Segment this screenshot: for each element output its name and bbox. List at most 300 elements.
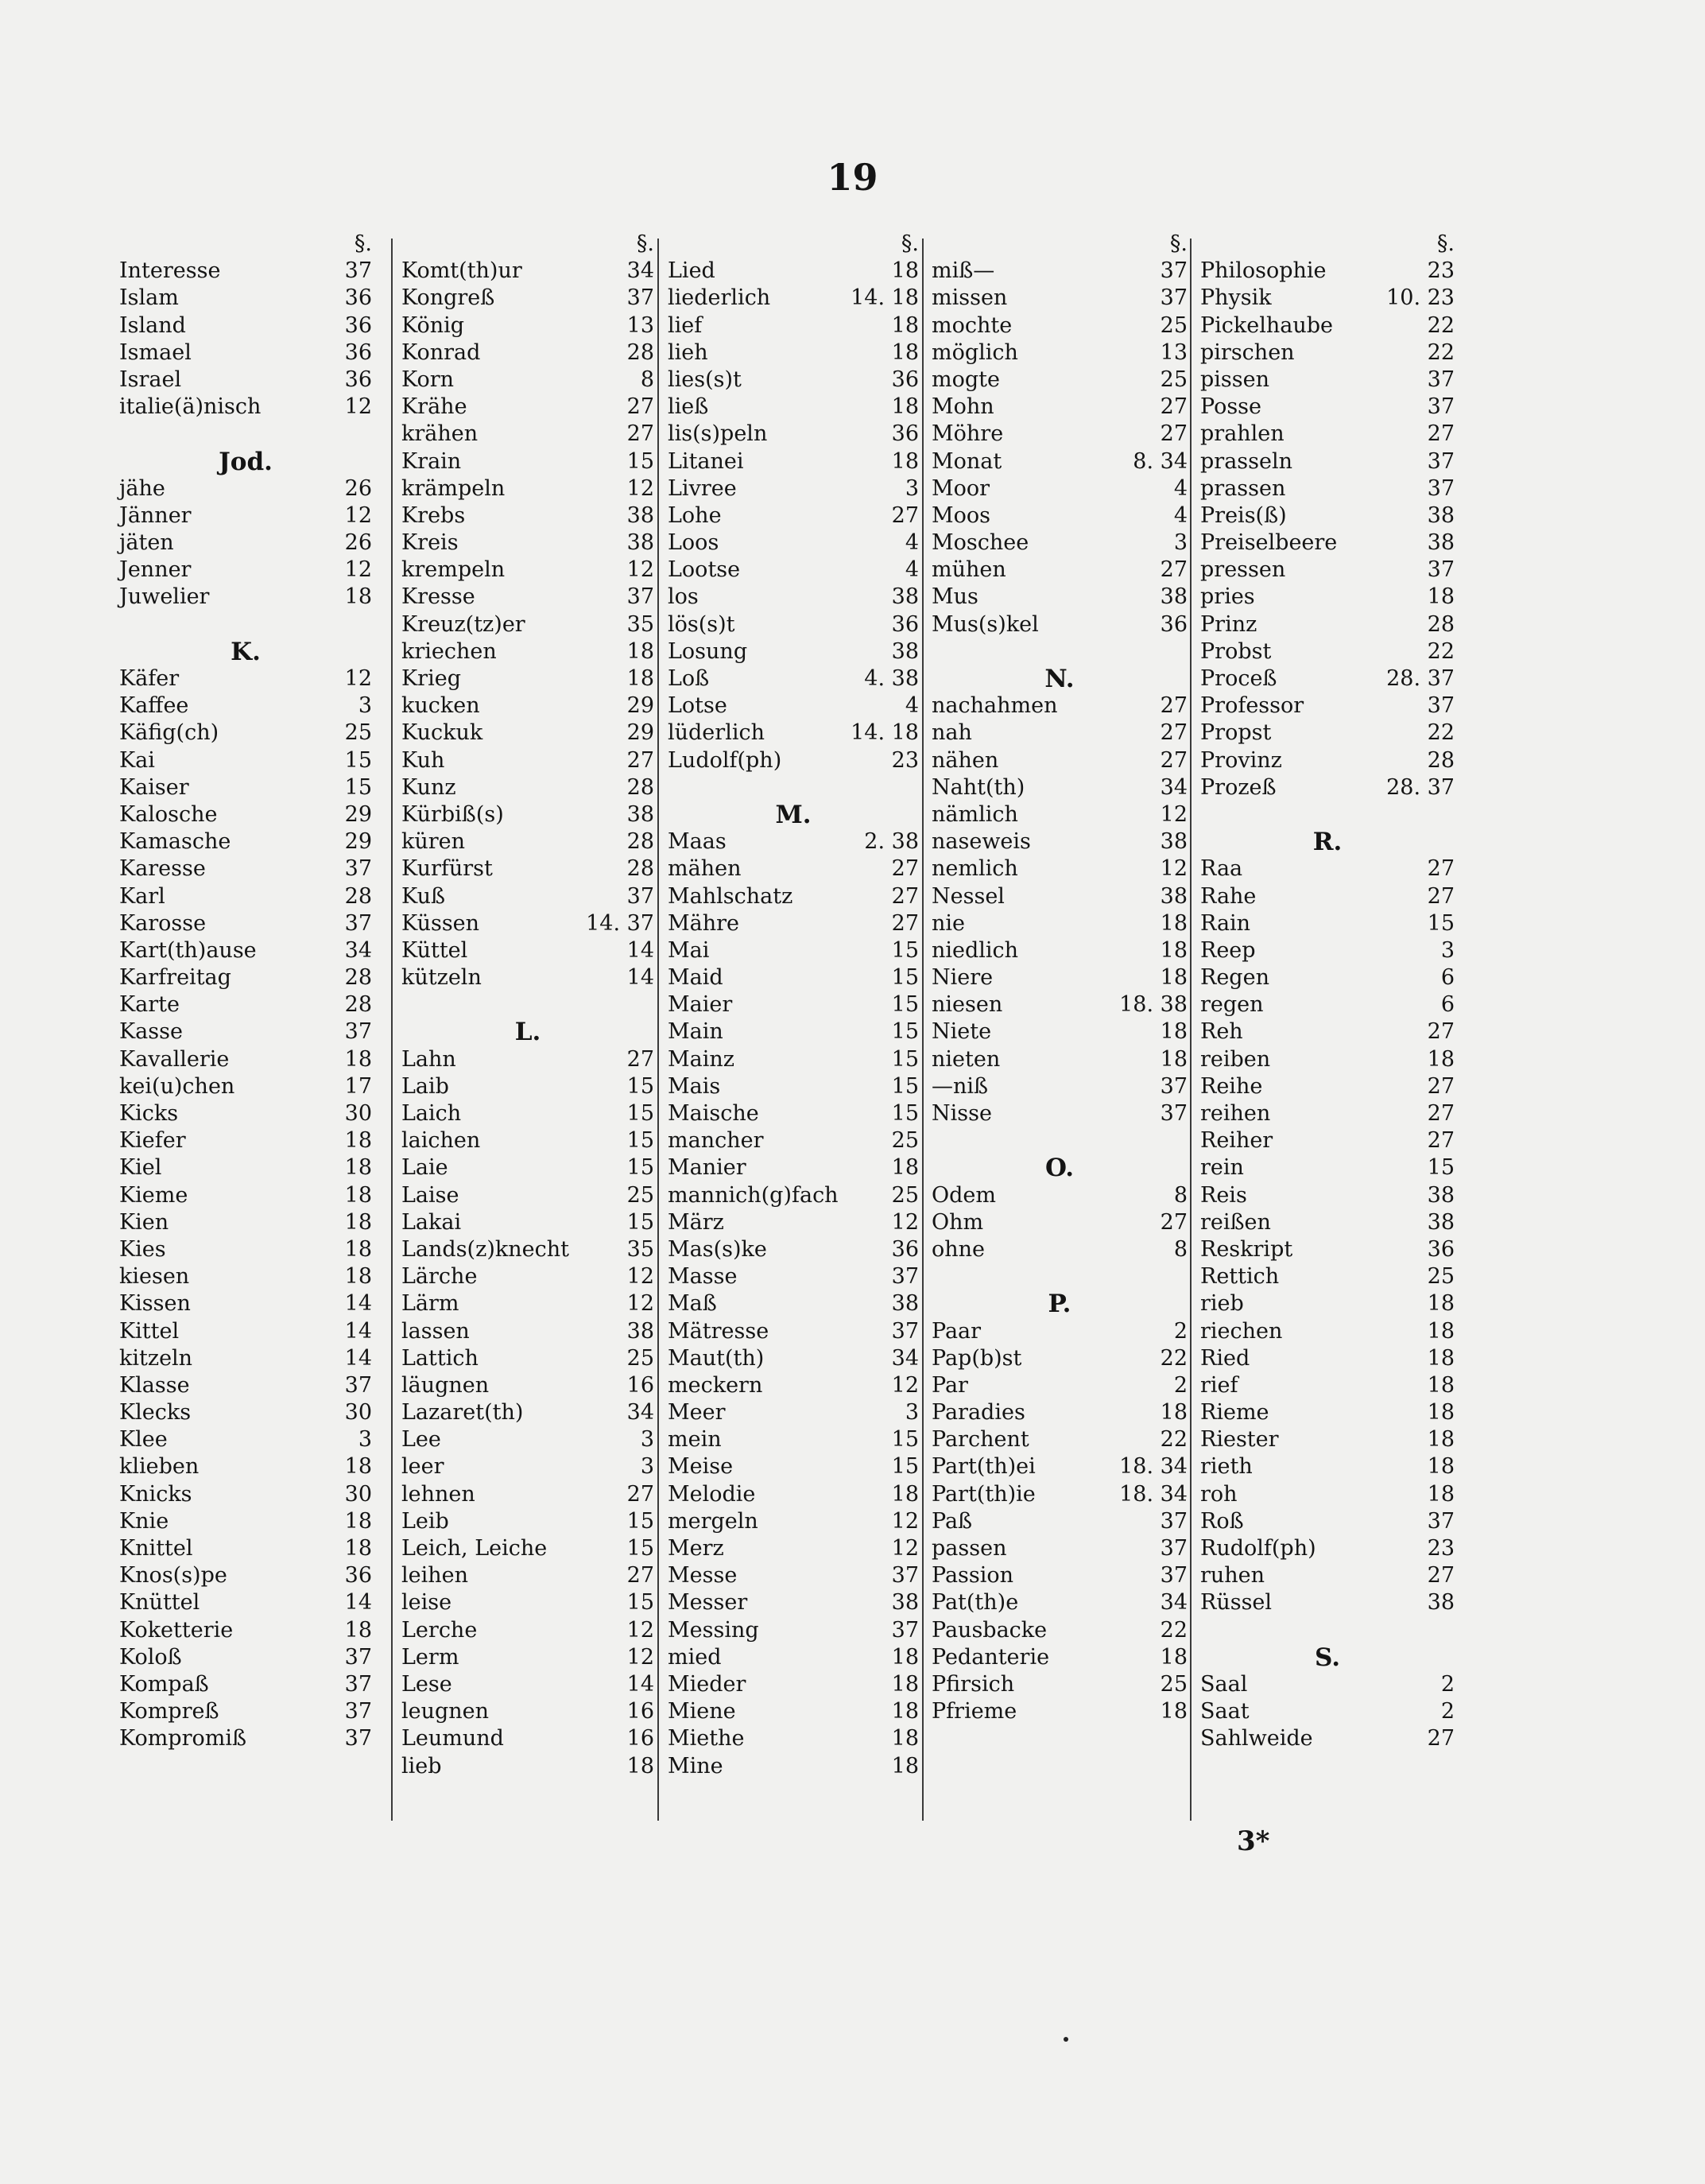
entry-paragraph: 37 [1427,367,1455,392]
entry-word: kiesen [119,1264,190,1290]
index-entry [119,910,372,937]
index-entry [668,394,919,421]
entry-word: Kavallerie [119,1046,230,1072]
entry-word: Knos(s)pe [119,1563,227,1589]
entry-paragraph: 37 [1427,475,1455,501]
index-column-3 [668,231,919,1780]
entry-paragraph: 38 [891,1590,919,1616]
entry-word: Messe [668,1563,738,1589]
entry-paragraph: 30 [344,1481,372,1507]
entry-paragraph: 18 [1427,1291,1455,1317]
entry-word: Kongreß [401,285,495,311]
index-entry [668,1481,919,1508]
index-entry [932,611,1188,638]
entry-paragraph: 37 [1427,448,1455,474]
entry-paragraph: 35 [626,1236,654,1262]
entry-word: Provinz [1200,747,1282,773]
entry-word: Island [119,312,186,338]
entry-word: Korn [401,367,454,392]
entry-paragraph: 12 [891,1209,919,1235]
entry-word: Monat [932,448,1002,474]
entry-paragraph: 29 [626,693,654,719]
entry-word: Kiel [119,1155,162,1181]
index-entry [1200,502,1455,530]
entry-paragraph: 27 [1427,856,1455,882]
entry-word: Karte [119,992,180,1018]
index-entry [1200,258,1455,285]
entry-word: italie(ä)nisch [119,394,262,420]
entry-word: läugnen [401,1372,490,1398]
spacer [119,611,372,638]
entry-paragraph: 15 [626,1128,654,1154]
entry-word: ruhen [1200,1563,1265,1589]
index-entry [119,1372,372,1399]
entry-word: Meer [668,1400,726,1426]
index-entry [401,502,654,530]
index-entry [668,1236,919,1263]
entry-paragraph: 37 [344,1644,372,1670]
entry-paragraph: 12 [626,557,654,583]
entry-word: Kreis [401,530,459,556]
entry-paragraph: 3 [1440,937,1455,963]
entry-paragraph: 18 [891,1699,919,1724]
index-column-2 [401,231,654,1780]
index-entry [1200,774,1455,801]
index-entry [1200,584,1455,611]
entry-word: Mas(s)ke [668,1236,767,1262]
index-entry [119,1399,372,1426]
entry-paragraph: 37 [626,883,654,909]
entry-paragraph: 15 [891,1073,919,1099]
index-entry [1200,665,1455,692]
entry-word: Jänner [119,502,192,528]
entry-word: Physik [1200,285,1272,311]
entry-word: Maut(th) [668,1345,765,1371]
entry-paragraph: 12 [344,666,372,691]
entry-paragraph: 37 [344,1372,372,1398]
index-entry [932,964,1188,991]
index-entry [668,1753,919,1780]
entry-word: pressen [1200,557,1286,583]
entry-paragraph: 12 [626,475,654,501]
entry-word: pries [1200,584,1255,610]
entry-paragraph: 38 [1427,1182,1455,1208]
index-entry [1200,883,1455,910]
entry-word: mied [668,1644,722,1670]
index-entry [668,1345,919,1372]
entry-word: Kaiser [119,774,189,800]
index-entry [401,1263,654,1290]
index-entry [119,475,372,502]
index-entry [932,1426,1188,1453]
entry-word: prasseln [1200,448,1293,474]
entry-word: mancher [668,1128,764,1154]
index-entry [668,1318,919,1345]
entry-word: Kompreß [119,1699,219,1724]
index-entry [668,692,919,720]
index-entry [1200,1345,1455,1372]
entry-word: rief [1200,1372,1238,1398]
entry-paragraph: 14 [344,1291,372,1317]
index-entry [401,1209,654,1236]
index-entry [668,285,919,312]
entry-word: Main [668,1019,723,1045]
index-entry [668,1073,919,1100]
entry-word: Lootse [668,557,741,583]
index-columns [119,231,1455,1837]
entry-word: Raa [1200,856,1243,882]
entry-word: Saal [1200,1671,1248,1697]
entry-word: Kürbiß(s) [401,801,504,827]
entry-word: Kamasche [119,829,231,855]
index-entry [1200,1127,1455,1154]
entry-paragraph: 15 [344,747,372,773]
index-entry [932,828,1188,855]
entry-paragraph: 37 [344,1019,372,1045]
entry-word: Philosophie [1200,258,1327,284]
entry-paragraph: 28 [626,774,654,800]
index-entry [932,883,1188,910]
entry-paragraph: 22 [1160,1345,1188,1371]
index-entry [1200,937,1455,964]
index-entry [401,584,654,611]
entry-paragraph: 27 [891,883,919,909]
entry-paragraph: 36 [344,367,372,392]
entry-paragraph: 36 [891,367,919,392]
entry-word: Jenner [119,557,192,583]
entry-paragraph: 18 [1160,1400,1188,1426]
entry-word: Professor [1200,693,1304,719]
index-entry [932,258,1188,285]
entry-paragraph: 18. 38 [1119,992,1188,1018]
paragraph-header: §. [1169,231,1188,256]
index-entry [401,1617,654,1644]
entry-word: Maß [668,1291,717,1317]
entry-paragraph: 37 [1160,1563,1188,1589]
entry-paragraph: 34 [1160,1590,1188,1616]
index-entry [401,1426,654,1453]
entry-paragraph: 37 [1160,285,1188,311]
index-entry [401,394,654,421]
entry-word: mähen [668,856,742,882]
entry-paragraph: 27 [1427,1073,1455,1099]
index-entry [1200,1725,1455,1752]
entry-paragraph: 27 [626,421,654,447]
entry-word: Melodie [668,1481,756,1507]
entry-word: Reiher [1200,1128,1273,1154]
index-entry [1200,1290,1455,1317]
entry-word: lis(s)peln [668,421,768,447]
index-entry [119,964,372,991]
entry-word: Masse [668,1264,738,1290]
entry-word: nämlich [932,801,1018,827]
page-number: 19 [827,156,878,199]
index-entry [932,1073,1188,1100]
entry-paragraph: 35 [626,611,654,637]
index-entry [119,367,372,394]
index-entry [119,1154,372,1181]
entry-word: Kuh [401,747,445,773]
entry-paragraph: 12 [344,394,372,420]
entry-word: Niere [932,965,994,991]
entry-paragraph: 36 [1160,611,1188,637]
paragraph-header: §. [636,231,654,256]
entry-word: naseweis [932,829,1031,855]
entry-paragraph: 27 [626,1046,654,1072]
entry-word: Mine [668,1753,723,1779]
entry-word: rieb [1200,1291,1244,1317]
entry-paragraph: 15 [1427,1155,1455,1181]
entry-paragraph: 27 [1427,1563,1455,1589]
entry-word: Naht(th) [932,774,1025,800]
entry-paragraph: 18 [1160,1046,1188,1072]
index-entry [932,1698,1188,1725]
index-entry [1200,1508,1455,1535]
index-entry [932,285,1188,312]
entry-word: kei(u)chen [119,1073,235,1099]
entry-word: Paradies [932,1400,1025,1426]
index-entry [119,1018,372,1045]
entry-paragraph: 27 [891,856,919,882]
entry-word: Rain [1200,910,1251,936]
entry-word: kützeln [401,965,482,991]
entry-word: Kart(th)ause [119,937,257,963]
entry-paragraph: 18 [1427,1046,1455,1072]
entry-paragraph: 28 [626,856,654,882]
entry-paragraph: 14 [626,937,654,963]
entry-word: mergeln [668,1508,758,1534]
index-entry [1200,394,1455,421]
index-entry [932,801,1188,828]
entry-paragraph: 37 [1427,394,1455,420]
entry-word: riechen [1200,1318,1283,1344]
index-entry [668,421,919,448]
index-entry [401,1182,654,1209]
index-entry [401,1481,654,1508]
entry-word: Lärm [401,1291,459,1317]
section-letter: P. [1048,1290,1071,1319]
entry-word: lassen [401,1318,470,1344]
entry-word: kitzeln [119,1345,193,1371]
entry-paragraph: 27 [1427,1128,1455,1154]
index-entry [401,964,654,991]
entry-paragraph: 26 [344,475,372,501]
entry-paragraph: 27 [626,1481,654,1507]
entry-paragraph: 27 [1427,421,1455,447]
index-entry [1200,1481,1455,1508]
entry-paragraph: 12 [626,1617,654,1643]
entry-word: Lee [401,1427,441,1453]
index-entry [668,1426,919,1453]
entry-word: Lotse [668,693,727,719]
entry-word: Leumund [401,1726,504,1751]
index-entry [668,720,919,747]
entry-word: Mahlschatz [668,883,793,909]
entry-paragraph: 17 [344,1073,372,1099]
entry-paragraph: 14. 37 [586,910,654,936]
entry-paragraph: 15 [891,965,919,991]
index-entry [119,394,372,421]
entry-paragraph: 18 [344,1617,372,1643]
index-entry [932,1318,1188,1345]
entry-word: jähe [119,475,165,501]
entry-word: Manier [668,1155,746,1181]
index-entry [668,1644,919,1671]
index-entry [668,1372,919,1399]
entry-paragraph: 36 [891,421,919,447]
entry-word: Kalosche [119,801,218,827]
entry-word: Leib [401,1508,449,1534]
entry-paragraph: 18 [1427,1372,1455,1398]
index-entry [668,258,919,285]
entry-word: Koketterie [119,1617,234,1643]
index-entry [401,1100,654,1127]
entry-paragraph: 4 [905,557,919,583]
entry-paragraph: 22 [1427,312,1455,338]
entry-paragraph: 16 [626,1699,654,1724]
index-entry [668,883,919,910]
entry-paragraph: 22 [1427,339,1455,365]
index-entry [1200,1154,1455,1181]
entry-paragraph: 37 [1427,557,1455,583]
entry-paragraph: 27 [1427,883,1455,909]
entry-word: Reskript [1200,1236,1293,1262]
entry-word: lieh [668,339,708,365]
entry-word: mogte [932,367,1000,392]
entry-paragraph: 3 [640,1454,654,1480]
section-letter: Jod. [219,447,273,476]
entry-word: roh [1200,1481,1238,1507]
entry-word: Pickelhaube [1200,312,1334,338]
index-entry [1200,1399,1455,1426]
entry-paragraph: 18 [626,638,654,664]
entry-paragraph: 37 [344,1726,372,1751]
index-entry [668,584,919,611]
entry-paragraph: 27 [1160,394,1188,420]
entry-word: Laie [401,1155,448,1181]
entry-paragraph: 27 [1427,1726,1455,1751]
entry-paragraph: 28 [626,829,654,855]
index-entry [119,1426,372,1453]
spacer [668,774,919,801]
entry-paragraph: 2 [1440,1699,1455,1724]
entry-word: rieth [1200,1454,1253,1480]
index-entry [119,1508,372,1535]
entry-word: Israel [119,367,182,392]
entry-paragraph: 3 [640,1427,654,1453]
column-divider [657,239,659,1821]
entry-paragraph: 37 [344,910,372,936]
entry-word: Klecks [119,1400,192,1426]
entry-word: Prozeß [1200,774,1277,800]
entry-word: mein [668,1427,722,1453]
entry-word: Kuß [401,883,446,909]
index-entry [668,910,919,937]
spacer [932,1127,1188,1154]
entry-word: prassen [1200,475,1286,501]
index-entry [668,1453,919,1480]
entry-paragraph: 23 [891,747,919,773]
entry-word: König [401,312,465,338]
entry-paragraph: 25 [1427,1264,1455,1290]
entry-paragraph: 15 [626,1536,654,1561]
index-entry [668,557,919,584]
entry-word: Karesse [119,856,206,882]
entry-word: ohne [932,1236,986,1262]
entry-word: Moschee [932,530,1029,556]
entry-paragraph: 12 [626,1291,654,1317]
entry-word: laichen [401,1128,481,1154]
index-entry [401,258,654,285]
index-entry [668,611,919,638]
entry-word: Preis(ß) [1200,502,1287,528]
entry-word: Part(th)ie [932,1481,1036,1507]
index-entry [401,1725,654,1752]
entry-paragraph: 28 [344,992,372,1018]
entry-paragraph: 15 [1427,910,1455,936]
index-entry [932,692,1188,720]
entry-paragraph: 27 [1160,421,1188,447]
entry-paragraph: 37 [344,1671,372,1697]
entry-word: lief [668,312,703,338]
index-entry [119,747,372,774]
entry-paragraph: 38 [891,638,919,664]
index-entry [1200,638,1455,665]
index-entry [1200,1100,1455,1127]
index-entry [668,530,919,557]
entry-paragraph: 10. 23 [1386,285,1455,311]
entry-paragraph: 34 [626,1400,654,1426]
paragraph-header: §. [1436,231,1455,256]
entry-paragraph: 12 [891,1536,919,1561]
index-entry [119,1345,372,1372]
entry-paragraph: 25 [1160,312,1188,338]
entry-word: nähen [932,747,999,773]
entry-paragraph: 34 [626,258,654,284]
index-entry [668,937,919,964]
entry-paragraph: 15 [891,1101,919,1126]
entry-word: Lohe [668,502,722,528]
index-entry [932,1589,1188,1616]
entry-word: Reh [1200,1019,1243,1045]
entry-paragraph: 27 [626,394,654,420]
entry-paragraph: 27 [1427,1101,1455,1126]
index-entry [401,475,654,502]
entry-paragraph: 18 [344,1508,372,1534]
index-entry [668,1046,919,1073]
entry-word: Kreuz(tz)er [401,611,525,637]
index-entry [401,1399,654,1426]
index-entry [1200,1535,1455,1562]
entry-word: Küttel [401,937,468,963]
entry-word: Möhre [932,421,1004,447]
index-entry [668,339,919,367]
entry-word: niesen [932,992,1003,1018]
entry-word: Lakai [401,1209,462,1235]
index-entry [119,991,372,1018]
index-entry [119,720,372,747]
signature-mark: 3* [1237,1825,1270,1857]
entry-paragraph: 18 [344,1182,372,1208]
entry-word: Klee [119,1427,168,1453]
spacer [1200,1617,1455,1644]
index-entry [119,774,372,801]
entry-word: Reep [1200,937,1256,963]
index-entry [401,285,654,312]
index-entry [1200,1073,1455,1100]
index-entry [401,665,654,692]
entry-paragraph: 13 [626,312,654,338]
